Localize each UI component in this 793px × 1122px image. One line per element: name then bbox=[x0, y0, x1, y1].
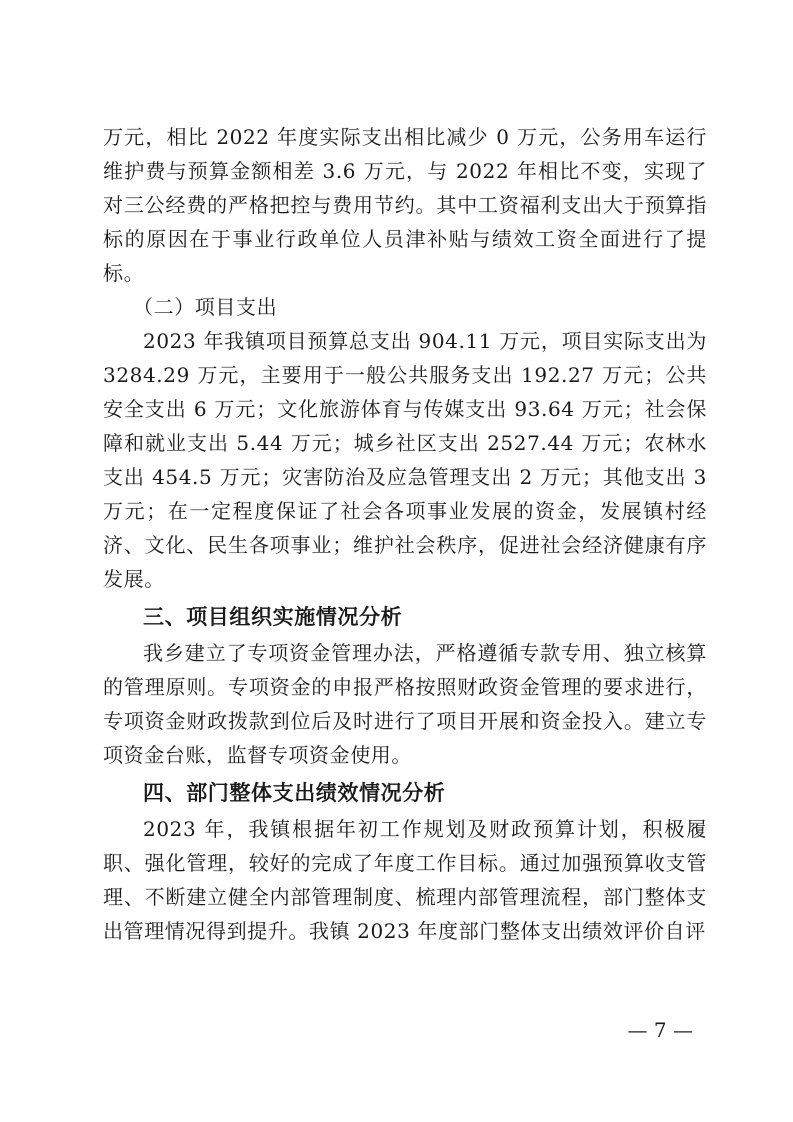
paragraph-project-expenditure: 2023 年我镇项目预算总支出 904.11 万元，项目实际支出为 3284.29 万元，主要用于一般公共服务支出 192.27 万元；公共安全支出 6 万元；文化旅游体育与传媒支出 93.64 万元；社会保障和就业支出 5.44 万元；城乡社区支出 2527.44 万元；农林水支出 454.5 万元；灾害防治及应急管理支出 2 万元；其他支出 3 万元；在一定程度保证了社会各项事业发展的资金，发展镇村经济、文化、民生各项事业；维护社会秩序，促进社会经济健康有序发展。 bbox=[103, 329, 707, 591]
page-number: — 7 — bbox=[627, 1018, 693, 1042]
paragraph-implementation: 我乡建立了专项资金管理办法，严格遵循专款专用、独立核算的管理原则。专项资金的申报严格按照财政资金管理的要求进行，专项资金财政拨款到位后及时进行了项目开展和资金投入。建立专项资金台账，监督专项资金使用。 bbox=[103, 641, 707, 767]
body-text bbox=[103, 120, 707, 948]
heading-section-three: 三、项目组织实施情况分析 bbox=[143, 605, 403, 629]
heading-section-four: 四、部门整体支出绩效情况分析 bbox=[143, 781, 446, 805]
paragraph-performance: 2023 年，我镇根据年初工作规划及财政预算计划，积极履职、强化管理，较好的完成了年度工作目标。通过加强预算收支管理、不断建立健全内部管理制度、梳理内部管理流程，部门整体支出管理情况得到提升。我镇 2023 年度部门整体支出绩效评价自评 bbox=[103, 817, 707, 943]
subheading-project-expenditure: （二）项目支出 bbox=[133, 295, 278, 319]
paragraph-continued: 万元，相比 2022 年度实际支出相比减少 0 万元，公务用车运行维护费与预算金额相差 3.6 万元，与 2022 年相比不变，实现了对三公经费的严格把控与费用节约。其中工资福利支出大于预算指标的原因在于事业行政单位人员津补贴与绩效工资全面进行了提标。 bbox=[103, 125, 707, 285]
